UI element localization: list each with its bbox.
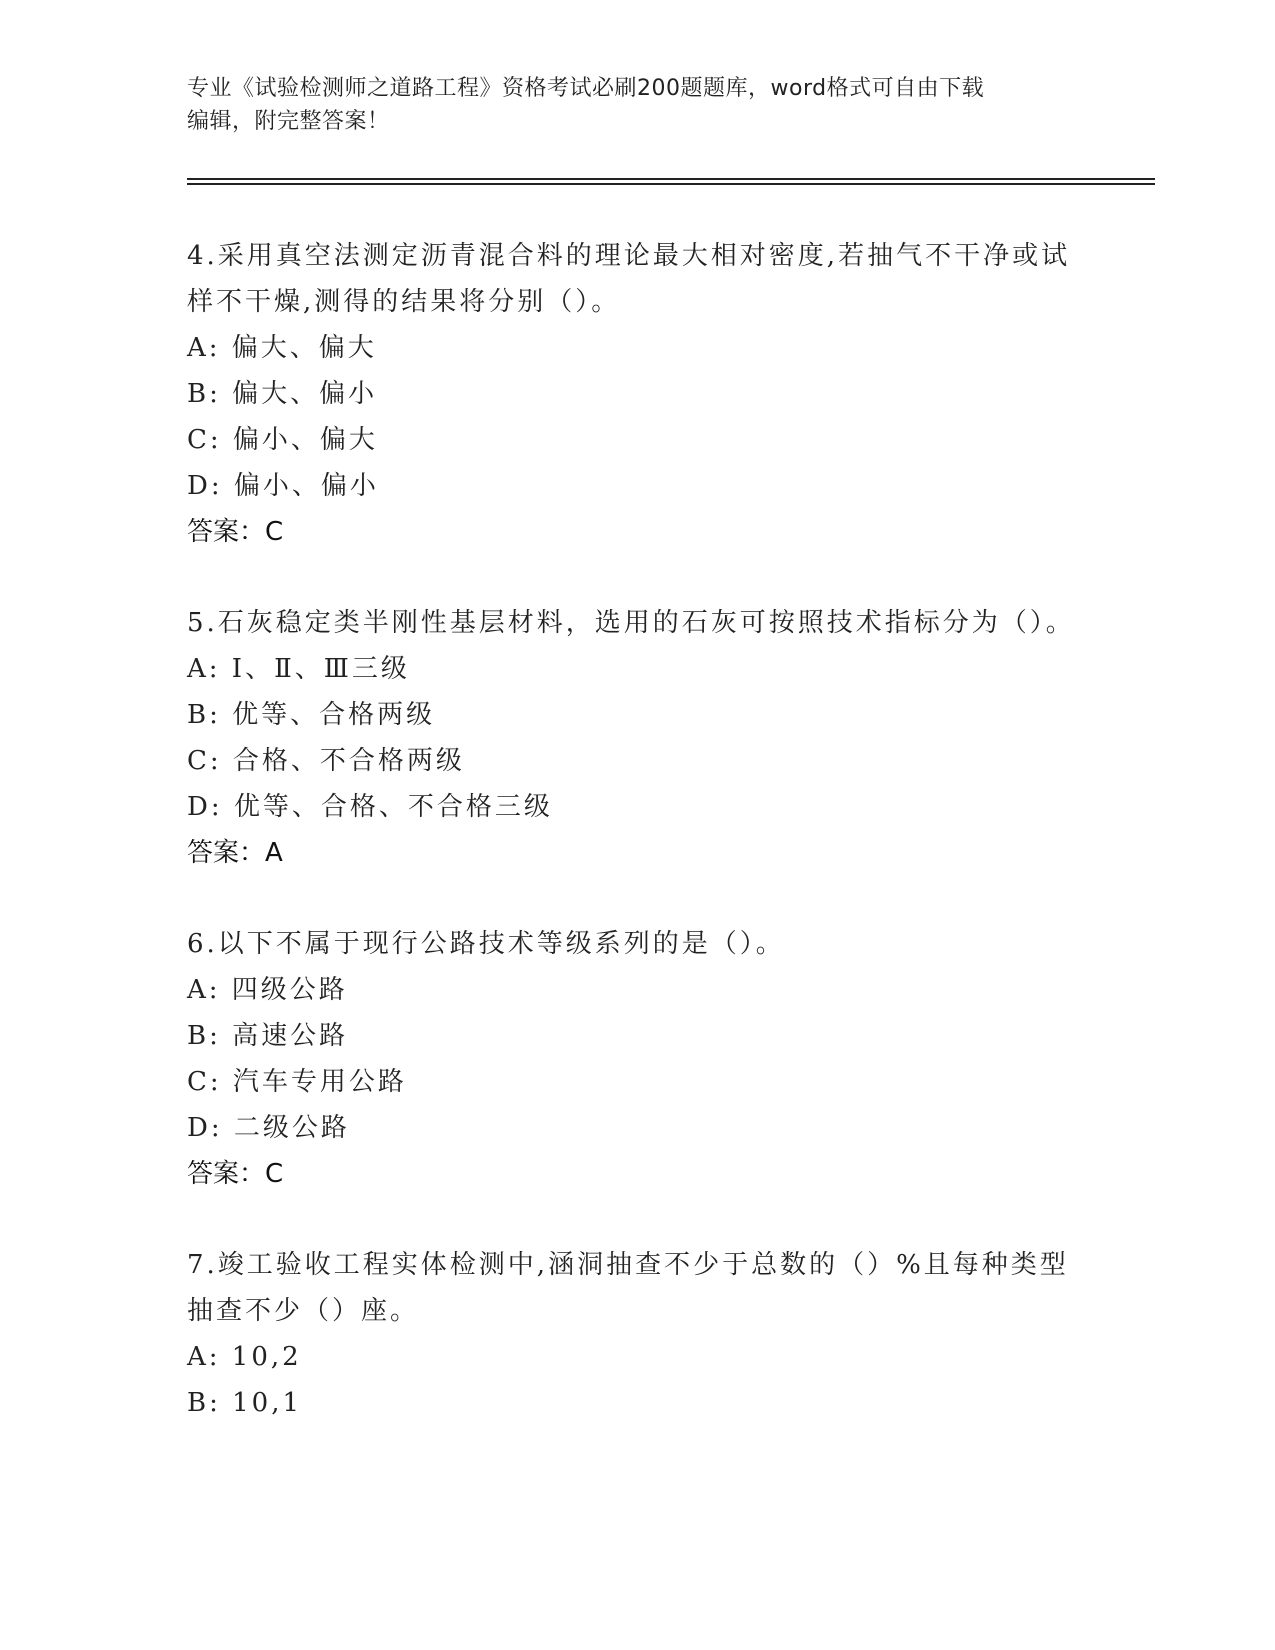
question-stem: 7.竣工验收工程实体检测中,涵洞抽查不少于总数的（）%且每种类型抽查不少（）座。 bbox=[187, 1250, 1069, 1326]
option-a: A: 10,2 bbox=[187, 1342, 302, 1372]
question-5 bbox=[187, 600, 1087, 876]
question-4 bbox=[187, 233, 1087, 555]
option-b: B: 优等、合格两级 bbox=[187, 700, 436, 730]
answer-line: 答案：A bbox=[187, 838, 283, 868]
option-b: B: 高速公路 bbox=[187, 1021, 349, 1051]
question-stem: 6.以下不属于现行公路技术等级系列的是（）。 bbox=[187, 929, 785, 959]
option-b: B: 10,1 bbox=[187, 1388, 303, 1418]
option-b: B: 偏大、偏小 bbox=[187, 379, 378, 409]
header-line-2: 编辑，附完整答案！ bbox=[187, 109, 390, 134]
option-d: D: 偏小、偏小 bbox=[187, 471, 379, 501]
option-c: C: 偏小、偏大 bbox=[187, 425, 378, 455]
question-list bbox=[187, 233, 1087, 1471]
question-6 bbox=[187, 921, 1087, 1197]
answer-line: 答案：C bbox=[187, 517, 284, 547]
option-a: A: 四级公路 bbox=[187, 975, 348, 1005]
option-d: D: 优等、合格、不合格三级 bbox=[187, 792, 553, 822]
question-stem: 4.采用真空法测定沥青混合料的理论最大相对密度,若抽气不干净或试样不干燥,测得的结果将分别（）。 bbox=[187, 241, 1071, 317]
header-rule-top bbox=[187, 178, 1155, 180]
option-a: A: 偏大、偏大 bbox=[187, 333, 377, 363]
option-d: D: 二级公路 bbox=[187, 1113, 350, 1143]
option-a: A: Ⅰ、Ⅱ、Ⅲ三级 bbox=[187, 654, 410, 684]
header-rule-bottom bbox=[187, 183, 1155, 185]
option-c: C: 合格、不合格两级 bbox=[187, 746, 465, 776]
answer-line: 答案：C bbox=[187, 1159, 284, 1189]
question-7 bbox=[187, 1242, 1087, 1426]
question-stem: 5.石灰稳定类半刚性基层材料，选用的石灰可按照技术指标分为（）。 bbox=[187, 608, 1075, 638]
option-c: C: 汽车专用公路 bbox=[187, 1067, 407, 1097]
header-line-1: 专业《试验检测师之道路工程》资格考试必刷200题题库，word格式可自由下载 bbox=[187, 76, 985, 101]
document-header bbox=[187, 72, 1067, 138]
